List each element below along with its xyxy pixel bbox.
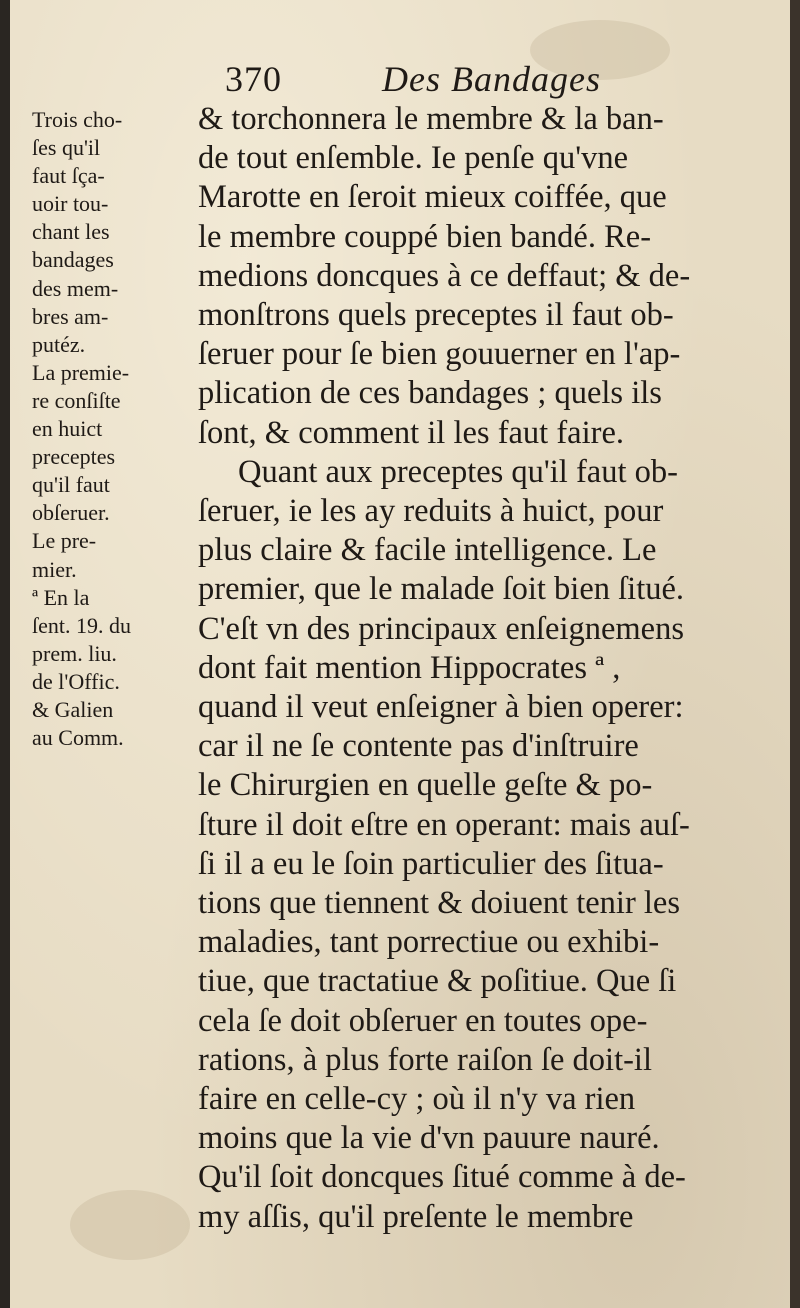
margin-note-line: Trois cho- xyxy=(32,107,123,132)
text-line: my aſſis, qu'il preſente le membre xyxy=(198,1198,634,1235)
text-line: & torchonnera le membre & la ban- xyxy=(198,101,664,137)
margin-note-line: putéz. xyxy=(32,331,86,357)
text-line: rations, à plus forte raiſon ſe doit-il xyxy=(198,1041,652,1078)
margin-note-line: re conſiſte xyxy=(32,387,121,413)
margin-notes xyxy=(32,106,207,752)
margin-note-line: uoir tou- xyxy=(32,191,109,217)
running-title: Des Bandages xyxy=(382,59,601,99)
margin-note-line: La premie- xyxy=(32,359,130,385)
margin-note-line: Le pre- xyxy=(32,528,97,554)
text-line: cela ſe doit obſeruer en toutes ope- xyxy=(198,1002,648,1039)
text-line: ſont, & comment il les faut faire. xyxy=(198,414,624,451)
margin-note-line: ſes qu'il xyxy=(32,135,101,161)
margin-note-line: des mem- xyxy=(32,275,119,301)
text-line: plus claire & facile intelligence. Le xyxy=(198,532,657,569)
text-line: le membre couppé bien bandé. Re- xyxy=(198,218,652,255)
text-line: moins que la vie d'vn pauure nauré. xyxy=(198,1120,660,1157)
page-edge-shadow xyxy=(790,0,800,1308)
text-line: C'eſt vn des principaux enſeignemens xyxy=(198,610,685,647)
margin-note-line: obſeruer. xyxy=(32,500,110,526)
text-line: medions doncques à ce deffaut; & de- xyxy=(198,257,691,294)
text-line: tions que tiennent & doiuent tenir les xyxy=(198,885,680,922)
margin-note-line: bres am- xyxy=(32,303,109,329)
text-line: le Chirurgien en quelle geſte & po- xyxy=(198,767,653,804)
margin-note-line: prem. liu. xyxy=(32,640,117,666)
text-line: dont fait mention Hippocrates ª , xyxy=(198,649,621,686)
text-line: Qu'il ſoit doncques ſitué comme à de- xyxy=(198,1159,686,1196)
margin-note-line: bandages xyxy=(32,247,114,273)
margin-note-line: mier. xyxy=(32,556,77,582)
margin-note-line: ſent. 19. du xyxy=(32,612,131,638)
text-line: premier, que le malade ſoit bien ſitué. xyxy=(198,571,685,608)
text-line: Marotte en ſeroit mieux coiffée, que xyxy=(198,179,667,216)
text-line: plication de ces bandages ; quels ils xyxy=(198,375,662,412)
text-line: car il ne ſe contente pas d'inſtruire xyxy=(198,728,639,765)
text-line: ſi il a eu le ſoin particulier des ſitua- xyxy=(198,845,664,882)
text-line: Quant aux preceptes qu'il faut ob- xyxy=(238,453,678,490)
text-line: maladies, tant porrectiue ou exhibi- xyxy=(198,924,660,961)
text-line: de tout enſemble. Ie penſe qu'vne xyxy=(198,140,629,177)
text-line: tiue, que tractatiue & poſitiue. Que ſi xyxy=(198,963,677,1000)
text-line: faire en celle-cy ; où il n'y va rien xyxy=(198,1081,636,1118)
margin-note-line: qu'il faut xyxy=(32,472,110,498)
page-number: 370 xyxy=(225,59,282,99)
text-line: monſtrons quels preceptes il faut ob- xyxy=(198,297,674,334)
body-text xyxy=(198,100,783,1237)
margin-note-line: faut ſça- xyxy=(32,163,105,189)
margin-note-line: en huict xyxy=(32,416,103,442)
margin-note-line: de l'Offic. xyxy=(32,668,120,694)
text-line: ſeruer pour ſe bien gouuerner en l'ap- xyxy=(198,336,681,373)
margin-note-line: ª En la xyxy=(32,584,90,610)
text-line: ſeruer, ie les ay reduits à huict, pour xyxy=(198,493,664,530)
book-page xyxy=(10,0,790,1308)
margin-note-line: preceptes xyxy=(32,444,116,470)
text-line: quand il veut enſeigner à bien operer: xyxy=(198,689,684,726)
margin-note-line: au Comm. xyxy=(32,725,124,751)
page-header xyxy=(225,58,601,100)
margin-note-line: chant les xyxy=(32,219,110,245)
text-line: ſture il doit eſtre en operant: mais auſ- xyxy=(198,806,690,843)
page-stain xyxy=(70,1190,190,1260)
margin-note-line: & Galien xyxy=(32,696,114,722)
